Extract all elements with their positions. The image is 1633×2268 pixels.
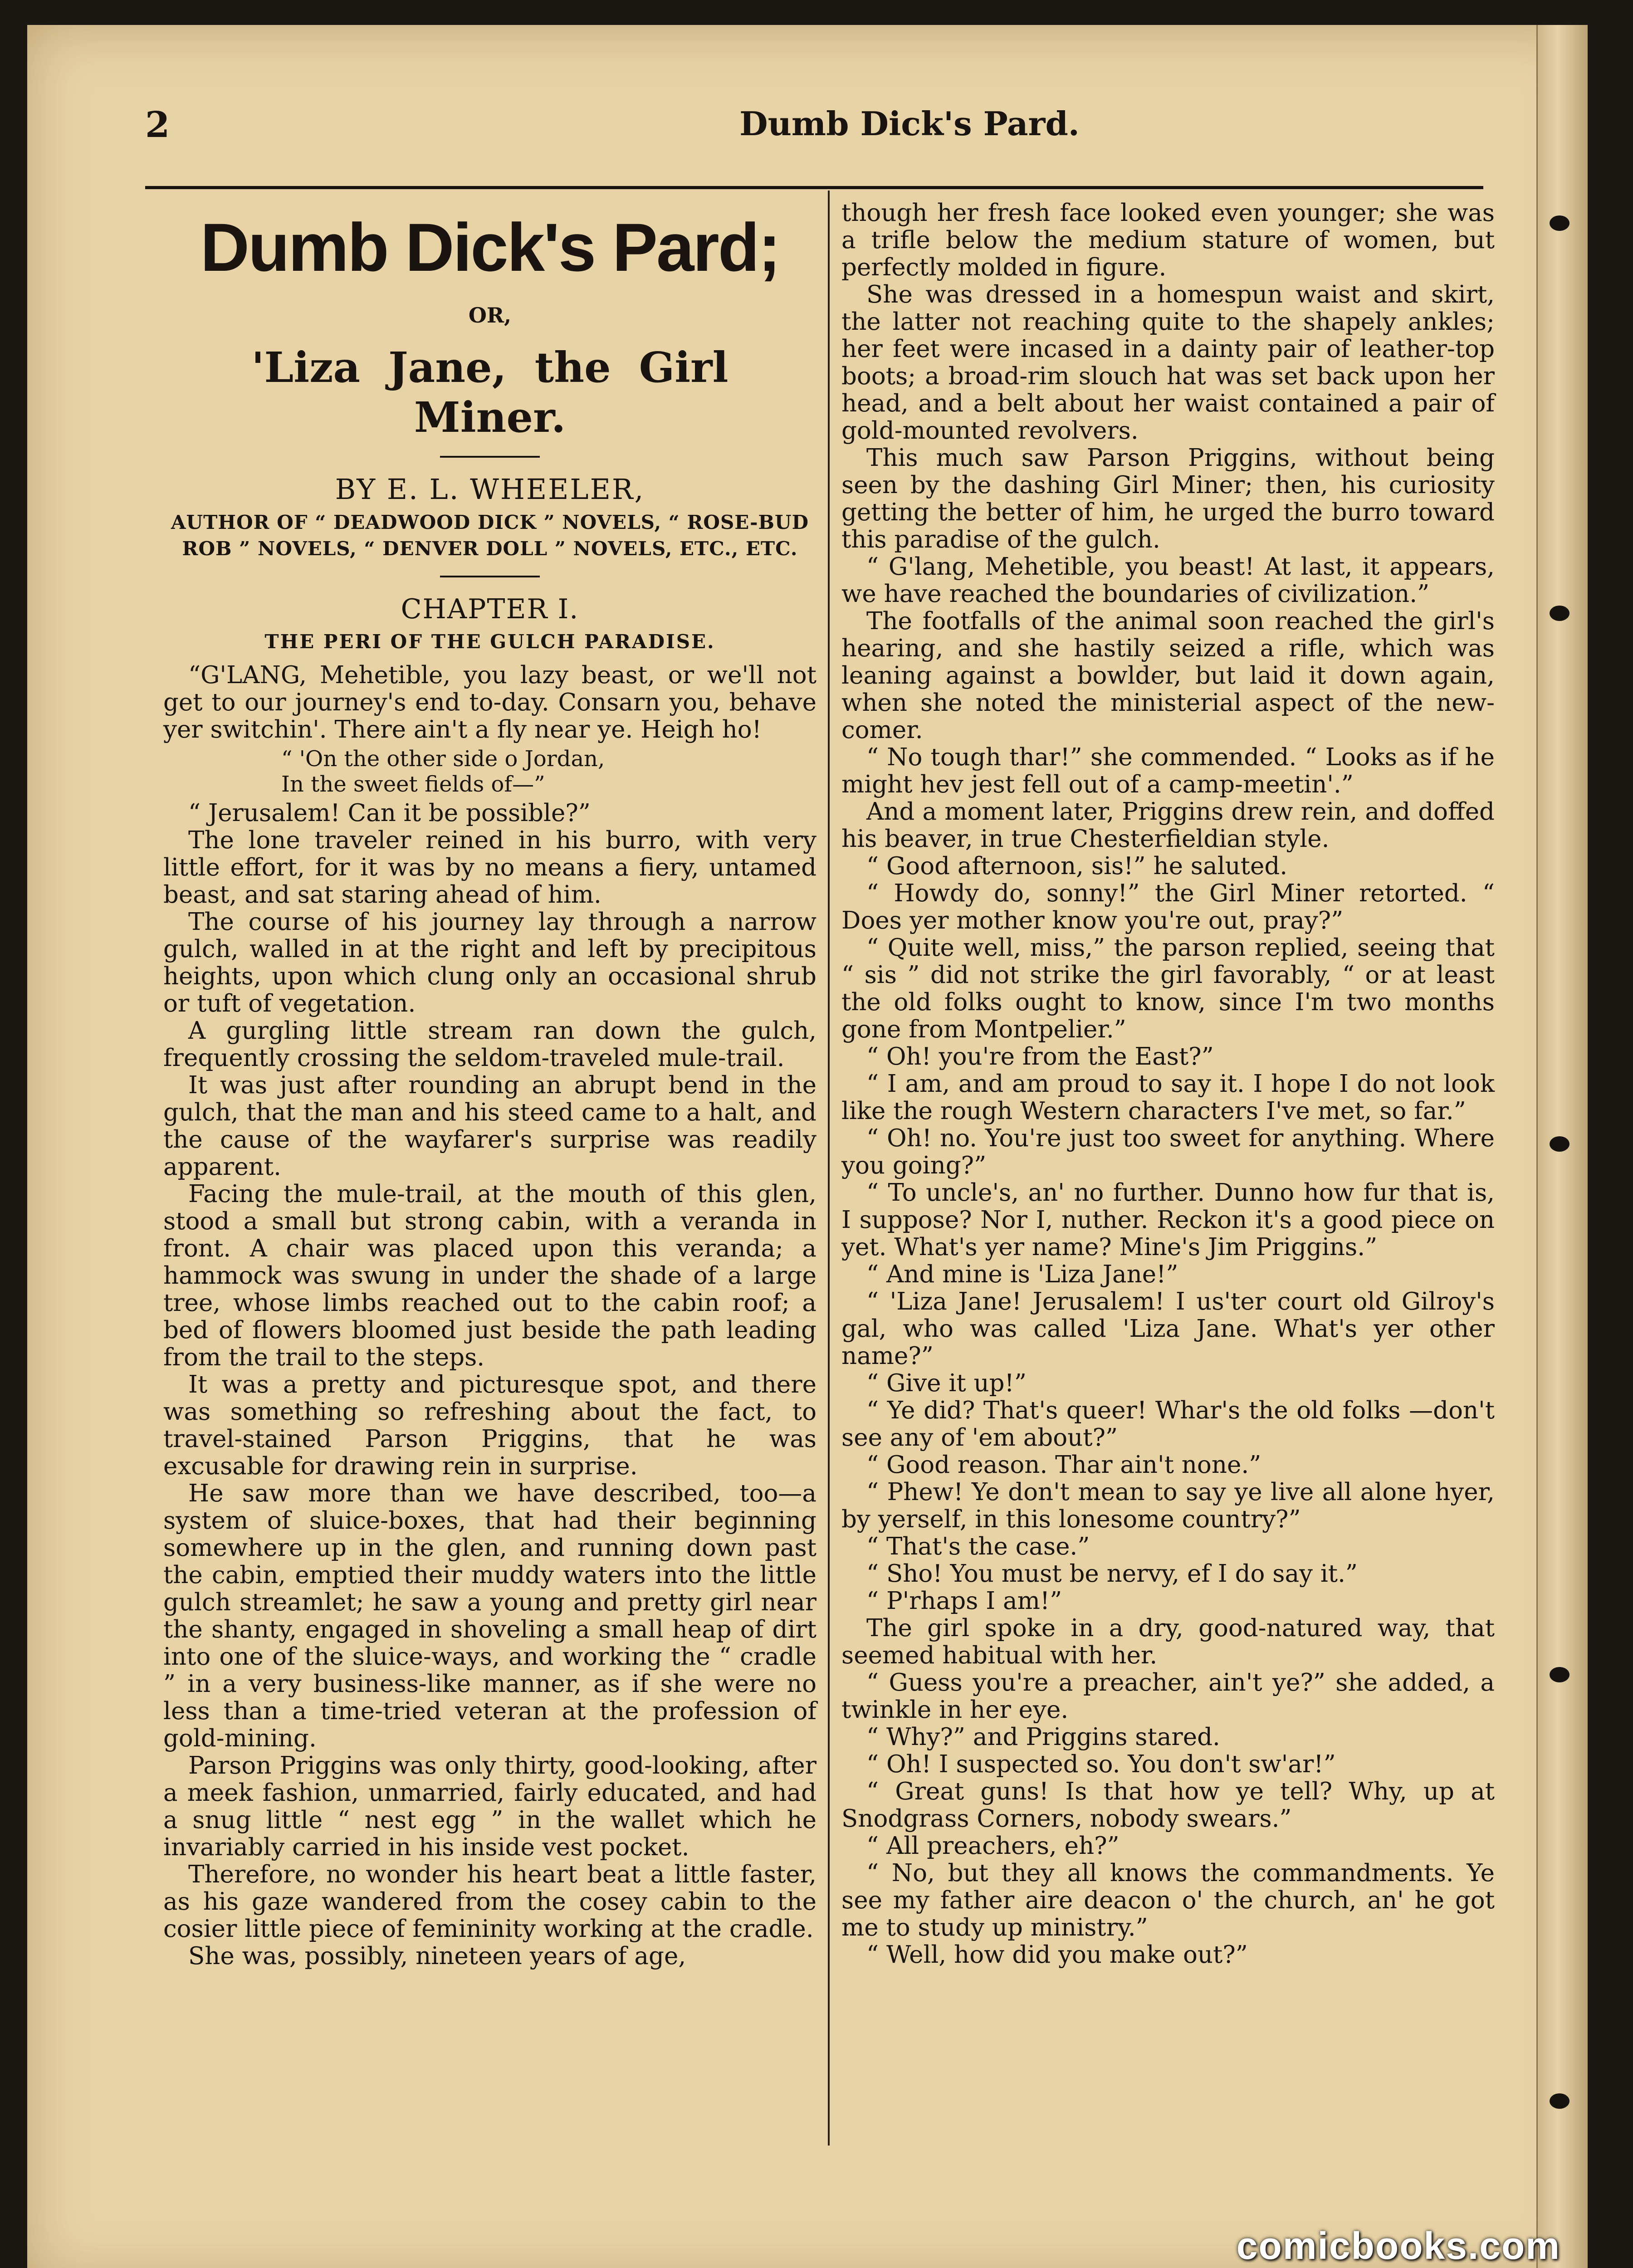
paragraph: “ All preachers, eh?”: [866, 1832, 1120, 1860]
paragraph: “ Well, how did you make out?”: [866, 1941, 1248, 1969]
paragraph: She was dressed in a homespun waist and skirt, the latter not reaching quite to the shapely ankles; her feet were incased in a dainty pair of leather-top boots; a broad-rim slouch hat was set back upon her head, and a belt about her waist contained a pair of gold-mounted revolvers.: [841, 281, 1495, 445]
paragraph: “ Good afternoon, sis!” he saluted.: [866, 852, 1288, 880]
story-title: Dumb Dick's Pard;: [200, 209, 780, 285]
story-subtitle: 'Liza Jane, the Girl Miner.: [251, 343, 728, 442]
paragraph: He saw more than we have described, too—a system of sluice-boxes, that had their beginning somewhere up in the glen, and running down past the cabin, emptied their muddy waters into the little gulch streamlet; he saw a young and pretty girl near the shanty, engaged in shoveling a small heap of dirt into one of the sluice-ways, and working the “ cradle ” in a very business-like manner, as if she were no less than a time-tried veteran at the profession of gold-mining.: [163, 1480, 816, 1752]
paragraph: “ 'Liza Jane! Jerusalem! I us'ter court old Gilroy's gal, who was called 'Liza Jane. What's yer other name?”: [841, 1288, 1495, 1370]
chapter-title: THE PERI OF THE GULCH PARADISE.: [264, 631, 715, 653]
paragraph: “ No tough thar!” she commended. “ Looks as if he might hev jest fell out of a camp-meetin'.”: [841, 743, 1495, 798]
page-number: 2: [145, 104, 170, 146]
paragraph: “ Good reason. Thar ain't none.”: [866, 1451, 1261, 1479]
paragraph: The course of his journey lay through a narrow gulch, walled in at the right and left by precipitous heights, upon which clung only an occasional shrub or tuft of vegetation.: [163, 908, 816, 1017]
right-column: [841, 200, 1495, 1969]
paragraph: “ G'lang, Mehetible, you beast! At last, it appears, we have reached the boundaries of civilization.”: [841, 553, 1495, 608]
byline-rule: [440, 576, 540, 577]
verse: [163, 746, 816, 797]
paragraph: Facing the mule-trail, at the mouth of this glen, stood a small but strong cabin, with a veranda in front. A chair was placed upon this veranda; a hammock was swung in under the shade of a large tree, whose limbs reached out to the cabin roof; a bed of flowers bloomed just beside the path leading from the trail to the steps.: [163, 1180, 816, 1371]
paragraph: “ Guess you're a preacher, ain't ye?” she added, a twinkle in her eye.: [841, 1669, 1495, 1724]
title-rule: [440, 456, 540, 458]
paragraph: And a moment later, Priggins drew rein, and doffed his beaver, in true Chesterfieldian style.: [841, 798, 1495, 853]
verse-line: In the sweet fields of—”: [281, 772, 545, 797]
paragraph: “ Ye did? That's queer! Whar's the old folks —don't see any of 'em about?”: [841, 1397, 1495, 1452]
paragraph: “ Oh! I suspected so. You don't sw'ar!”: [866, 1750, 1336, 1778]
paragraph: “ To uncle's, an' no further. Dunno how fur that is, I suppose? Nor I, nuther. Reckon it's a good piece on yet. What's yer name? Mine's Jim Priggins.”: [841, 1179, 1495, 1261]
paragraph: though her fresh face looked even younger; she was a trifle below the medium stature of women, but perfectly molded in figure.: [841, 199, 1495, 281]
watermark-logo: comicbooks.com: [1236, 2224, 1560, 2267]
paragraph: “ Great guns! Is that how ye tell? Why, up at Snodgrass Corners, nobody swears.”: [841, 1778, 1495, 1833]
paragraph: “ Phew! Ye don't mean to say ye live all alone hyer, by yerself, in this lonesome country?”: [841, 1478, 1495, 1533]
paragraph: Therefore, no wonder his heart beat a little faster, as his gaze wandered from the cosey cabin to the cosier little piece of femininity working at the cradle.: [163, 1861, 816, 1943]
binding-spine: [1536, 25, 1588, 2268]
stitch-mark: [1550, 1136, 1569, 1152]
paragraph: This much saw Parson Priggins, without being seen by the dashing Girl Miner; then, his curiosity getting the better of him, he urged the burro toward this paradise of the gulch.: [841, 444, 1495, 553]
stitch-mark: [1550, 215, 1569, 231]
paragraph: “ No, but they all knows the commandments. Ye see my father aire deacon o' the church, an' he got me to study up ministry.”: [841, 1859, 1495, 1941]
paragraph: “ And mine is 'Liza Jane!”: [866, 1261, 1178, 1288]
paragraph: “ Give it up!”: [866, 1369, 1027, 1397]
paragraph: “ P'rhaps I am!”: [866, 1587, 1062, 1615]
paragraph: The lone traveler reined in his burro, with very little effort, for it was by no means a fiery, untamed beast, and sat staring ahead of him.: [163, 826, 816, 909]
running-title: Dumb Dick's Pard.: [739, 104, 1080, 143]
paragraph: “ Jerusalem! Can it be possible?”: [188, 799, 591, 827]
stitch-mark: [1550, 606, 1569, 621]
paragraph: “ Sho! You must be nervy, ef I do say it.”: [866, 1560, 1358, 1588]
stitch-mark: [1550, 2093, 1569, 2109]
page-header: [145, 104, 1483, 159]
author-credit: AUTHOR OF “ DEADWOOD DICK ” NOVELS, “ ROSE-BUD ROB ” NOVELS, “ DENVER DOLL ” NOVELS, ETC., ETC.: [171, 511, 809, 560]
paragraph: A gurgling little stream ran down the gulch, frequently crossing the seldom-traveled mule-trail.: [163, 1017, 816, 1072]
column-divider: [828, 191, 830, 2146]
header-rule: [145, 186, 1483, 189]
paragraph: The girl spoke in a dry, good-natured way, that seemed habitual with her.: [841, 1614, 1495, 1669]
paragraph: “ I am, and am proud to say it. I hope I do not look like the rough Western characters I've met, so far.”: [841, 1070, 1495, 1125]
paragraph: “ Oh! you're from the East?”: [866, 1043, 1214, 1070]
paragraph: “ Oh! no. You're just too sweet for anything. Where you going?”: [841, 1124, 1495, 1179]
paragraph: “ Why?” and Priggins stared.: [866, 1723, 1220, 1751]
stitch-mark: [1550, 1667, 1569, 1682]
verse-line: “ 'On the other side o Jordan,: [281, 746, 605, 772]
paragraph: It was just after rounding an abrupt bend in the gulch, that the man and his steed came to a halt, and the cause of the wayfarer's surprise was readily apparent.: [163, 1071, 816, 1181]
paragraph: “ Quite well, miss,” the parson replied, seeing that “ sis ” did not strike the girl favorably, “ or at least the old folks ought to know, since I'm two months gone from Montpelier.”: [841, 934, 1495, 1043]
byline: BY E. L. WHEELER,: [335, 473, 645, 506]
paragraph: She was, possibly, nineteen years of age,: [188, 1942, 686, 1970]
paragraph: “ That's the case.”: [866, 1533, 1090, 1560]
chapter-heading: CHAPTER I.: [401, 593, 579, 625]
paragraph: The footfalls of the animal soon reached the girl's hearing, and she hastily seized a rifle, which was leaning against a bowlder, but laid it down again, when she noted the ministerial aspect of the new-comer.: [841, 607, 1495, 744]
paragraph: It was a pretty and picturesque spot, and there was something so refreshing about the fact, to travel-stained Parson Priggins, that he was excusable for drawing rein in surprise.: [163, 1371, 816, 1480]
paragraph: “ Howdy do, sonny!” the Girl Miner retorted. “ Does yer mother know you're out, pray?”: [841, 880, 1495, 934]
title-or: OR,: [468, 303, 512, 327]
paragraph: Parson Priggins was only thirty, good-looking, after a meek fashion, unmarried, fairly educated, and had a snug little “ nest egg ” in the wallet which he invariably carried in his inside vest pocket.: [163, 1752, 816, 1861]
paragraph: “G'LANG, Mehetible, you lazy beast, or we'll not get to our journey's end to-day. Consarn you, behave yer switchin'. There ain't a fly near ye. Heigh ho!: [163, 661, 816, 743]
left-column: [163, 200, 816, 1970]
